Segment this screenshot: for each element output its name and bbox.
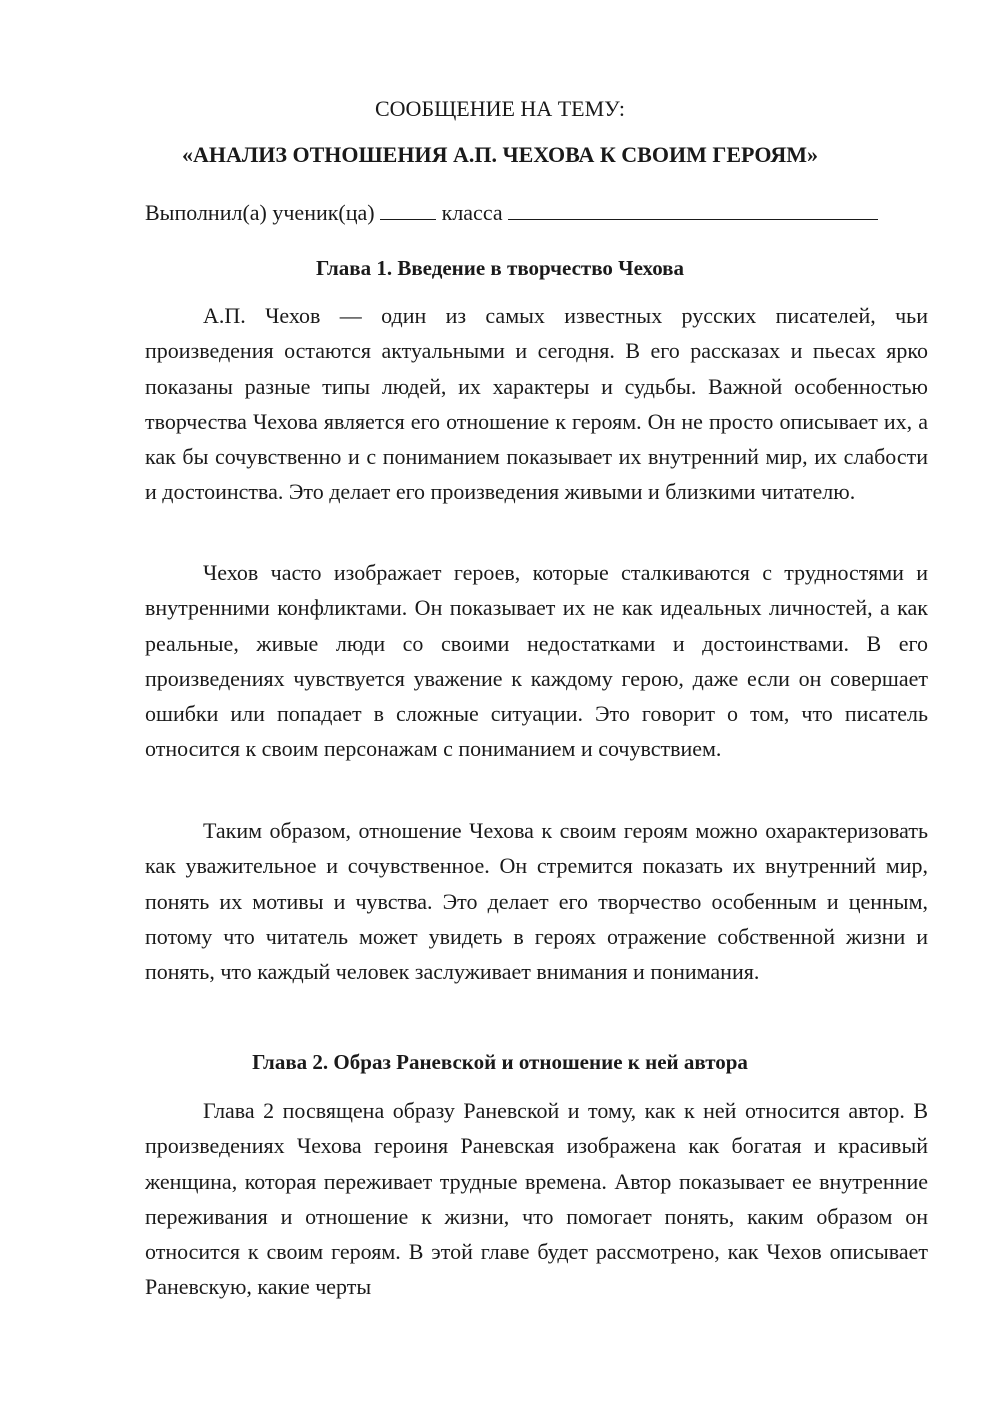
chapter-2-paragraph-1: Глава 2 посвящена образу Раневской и тому, как к ней относится автор. В произведениях Чехова героиня Раневская изображена как богатая и красивый женщина, которая переживает трудные времена. Автор показывает ее внутренние переживания и отношение к жизни, что помогает понять, каким образом он относится к своим героям. В этой главе будет рассмотрено, как Чехов описывает Раневскую, какие черты: [145, 1098, 928, 1300]
chapter-1-paragraph-3: Таким образом, отношение Чехова к своим героям можно охарактеризовать как уважительное и сочувственное. Он стремится показать их внутренний мир, понять их мотивы и чувства. Это делает его творчество особенным и ценным, потому что читатель может увидеть в героях отражение собственной жизни и понять, что каждый человек заслуживает внимания и понимания.: [145, 818, 928, 985]
chapter-2-title: Глава 2. Образ Раневской и отношение к ней автора: [252, 1050, 748, 1074]
grade-blank: [380, 199, 436, 220]
document-subject-label: СООБЩЕНИЕ НА ТЕМУ:: [375, 96, 625, 121]
chapter-1-paragraph-2: Чехов часто изображает героев, которые сталкиваются с трудностями и внутренними конфликтами. Он показывает их не как идеальных личностей, а как реальные, живые люди со своими недостатками и достоинствами. В его произведениях чувствуется уважение к каждому герою, даже если он совершает ошибки или попадает в сложные ситуации. Это говорит о том, что писатель относится к своим персонажам с пониманием и сочувствием.: [145, 560, 928, 762]
chapter-1-paragraph-1: А.П. Чехов — один из самых известных русских писателей, чьи произведения остаются актуальными и сегодня. В его рассказах и пьесах ярко показаны разные типы людей, их характеры и судьбы. Важной особенностью творчества Чехова является его отношение к героям. Он не просто описывает их, а как бы сочувственно и с пониманием показывает их внутренний мир, их слабости и достоинства. Это делает его произведения живыми и близкими читателю.: [145, 303, 928, 505]
author-line: [145, 199, 878, 226]
author-class-label: класса: [441, 200, 503, 225]
document-title: «АНАЛИЗ ОТНОШЕНИЯ А.П. ЧЕХОВА К СВОИМ ГЕРОЯМ»: [182, 142, 818, 167]
author-prefix: Выполнил(а) ученик(ца): [145, 200, 375, 225]
chapter-1-title: Глава 1. Введение в творчество Чехова: [315, 256, 685, 280]
name-blank: [508, 199, 878, 220]
